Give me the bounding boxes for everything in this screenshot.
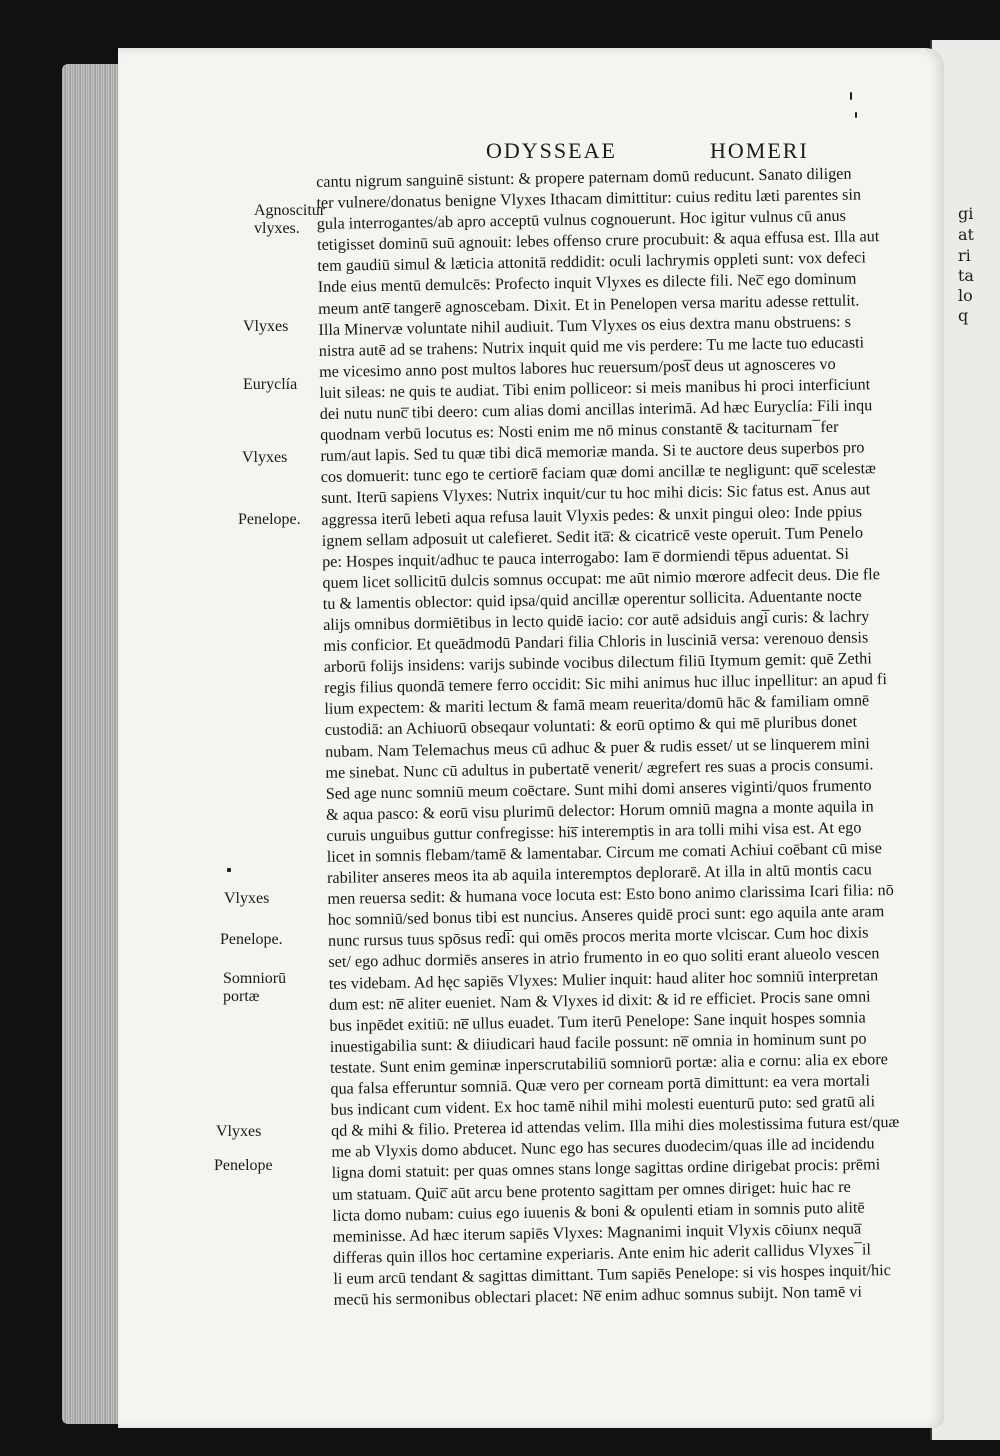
margin-note: Vlyxes xyxy=(243,318,289,335)
book-page-edges xyxy=(62,64,120,1424)
facing-page-text: at xyxy=(958,225,974,244)
text-line: & aqua pasco: & eorū visu plurimū delector: Horum omniū magna a monte aquila in xyxy=(325,797,874,824)
text-line: tetigisset dominū suū agnouit: lebes offenso crure procubuit: & aqua effusa est. Illa aut xyxy=(317,227,880,255)
text-line: licta domo nubam: cuius ego iuuenis & boni & opulenti etiam in somnis puto alitē xyxy=(332,1198,865,1225)
margin-note: Penelope. xyxy=(238,511,301,528)
text-line: lium expectem: & mariti lectum & famā meam reuerita/domū hāc & familiam omnē xyxy=(324,691,870,719)
text-line: regis filius quondā temere ferro occidit: Sic mihi animus huc illuc inpellitur: an apud fi xyxy=(323,670,888,698)
text-line: arborū folijs insidens: varijs subinde vocibus dilectum filiū Itymum gemit: quē Zethi xyxy=(323,649,872,677)
ink-speck xyxy=(227,868,231,872)
text-line: Sed age nunc somniū meum coēctare. Sunt mihi domi anseres viginti/quos frumento xyxy=(325,776,872,803)
text-line: inuestigabilia sunt: & diiudicari haud facile possunt: ne̅ omnia in hominum sunt po xyxy=(329,1029,867,1056)
facing-page-text: q xyxy=(958,306,969,325)
text-line: bus indicant cum vident. Ex hoc tamē nihil mihi molesti euenturū puto: sed gratū ali xyxy=(330,1092,876,1120)
text-line: li eum arcū tendant & sagittas dimittant. Tum sapiēs Penelope: si vis hospes inquit/hic xyxy=(333,1260,891,1288)
text-line: alijs omnibus dormiētibus in lecto quidē iacio: cor autē adsiduis angi̅ curis: & lachry xyxy=(322,607,870,634)
running-header-left: ODYSSEAE xyxy=(486,138,617,163)
text-line: cantu nigrum sanguinē sistunt: & propere paternam domū reducunt. Sanato diligen xyxy=(316,164,852,191)
text-line: gula interrogantes/ab apro acceptū vulnus cognouerunt. Hoc igitur vulnus cū anus xyxy=(316,206,847,234)
text-line: tes videbam. Ad hęc sapiēs Vlyxes: Mulier inquit: haud aliter hoc somniū interpretan xyxy=(328,965,879,993)
text-line: nubam. Nam Telemachus meus cū adhuc & puer & rudis esset/ ut se linquerem mini xyxy=(324,733,870,761)
text-line: ignem sellam adposuit ut calefieret. Sedit ita̅: & cicatricē veste operuit. Tum Penelo xyxy=(321,523,864,550)
margin-note: Vlyxes xyxy=(216,1123,262,1140)
margin-note: Vlyxes xyxy=(224,890,270,907)
text-line: licet in somnis flebam/tamē & lamentabar. Circum me comati Achiui coēbant cū mise xyxy=(326,839,883,866)
running-header-right: HOMERI xyxy=(710,138,809,163)
margin-note: Somniorū portæ xyxy=(223,970,287,1005)
text-line: me vicesimo anno post multos labores huc reuersum/post̅ deus ut agnosceres vo xyxy=(318,354,836,381)
body-text xyxy=(316,162,959,1311)
text-line: Inde eius mentū demulcēs: Profecto inquit Vlyxes es dilecte fili. Nec̅ ego dominum xyxy=(317,269,857,297)
text-line: sunt. Iterū sapiens Vlyxes: Nutrix inquit/cur tu hoc mihi dicis: Sic fatus est. Anus aut xyxy=(320,480,871,508)
facing-page-text: ri xyxy=(958,246,971,265)
text-line: ter vulnere/donatus benigne Vlyxes Ithacam dimittitur: cuius reditu læti parentes sin xyxy=(316,185,862,213)
text-line: me sinebat. Nunc cū adultus in pubertatē venerit/ ægrefert res suas a procis consumi. xyxy=(325,754,874,782)
text-line: mecū his sermonibus oblectari placet: Ne̅ enim adhuc somnus subijt. Non tamē vi xyxy=(333,1282,863,1309)
text-line: quodnam verbū locutus es: Nosti enim me nō minus constantē & taciturnam ̅ fer xyxy=(319,417,839,445)
margin-note: Vlyxes xyxy=(242,449,288,466)
margin-note: Penelope. xyxy=(220,931,283,948)
text-line: qua falsa efferuntur somniā. Quæ vero per corneam portā dimittunt: ea vera mortali xyxy=(330,1071,871,1098)
text-line: custodiā: an Achiuorū obseqaur voluntati: & eorū optimo & qui mē pluribus donet xyxy=(324,713,858,740)
text-line: set/ ego adhuc dormiēs anseres in atrio frumento in eo quo soliti erant alueolo vescen xyxy=(328,944,880,972)
text-line: rabiliter anseres meos ita ab aquila interemptos deplorarē. At illa in altū montis cacu xyxy=(326,860,872,888)
text-line: differas quin illos hoc certamine experiaris. Ante enim hic aderit callidus Vlyxes ̅ il xyxy=(332,1240,872,1267)
ink-speck xyxy=(855,112,857,118)
text-line: Illa Minervæ voluntate nihil audiuit. Tum Vlyxes os eius dextra manu obstruens: s xyxy=(318,312,852,339)
text-line: qd & mihi & filio. Preterea id attendas velim. Illa mihi dies molestissima futura est/quæ xyxy=(330,1113,900,1141)
text-line: testate. Sunt enim geminæ inperscrutabiliū somniorū portæ: alia e cornu: alia ex ebore xyxy=(329,1050,889,1077)
text-line: aggressa iterū lebeti aqua refusa lauit Vlyxis pedes: & unxit pingui oleo: Inde ppius xyxy=(321,501,863,529)
text-line: bus inpēdet exitiū: ne̅ ullus euadet. Tum iterū Penelope: Sane inquit hospes somnia xyxy=(329,1008,866,1035)
text-line: pe: Hospes inquit/adhuc te pauca interrogabo: Iam e̅ dormiendi tēpus aduentat. Si xyxy=(321,544,850,571)
text-line: hoc somniū/sed bonus tibi est nuncius. Anseres quidē proci sunt: ego aquila ante aram xyxy=(327,902,885,930)
facing-page-text: gi xyxy=(958,204,974,223)
text-line: tem gaudiū simul & læticia attonitā reddidit: oculi lachrymis oppleti sunt: vox defeci xyxy=(317,248,867,276)
text-line: cos domuerit: tunc ego te certiorē faciam quæ domi ancillæ te negligunt: que̅ scelestæ xyxy=(320,459,877,487)
margin-note: Agnoscitur vlyxes. xyxy=(254,202,326,237)
ink-speck xyxy=(850,92,852,100)
text-line: dum est: ne̅ aliter eueniet. Nam & Vlyxes id dixit: & id re efficiet. Procis sane omni xyxy=(328,987,871,1014)
text-line: nistra autē ad se trahens: Nutrix inquit quid me vis perdere: Tu me lacte tuo educasti xyxy=(318,333,865,360)
text-line: um statuam. Quic̅ aūt arcu bene protento sagittam per omnes diriget: huic hac re xyxy=(331,1177,851,1204)
facing-page-text: lo xyxy=(958,286,973,305)
margin-note: Penelope xyxy=(214,1157,273,1174)
text-line: luit sileas: ne quis te audiat. Tibi enim polliceor: si meis manibus hi proci interficiunt xyxy=(319,375,871,402)
facing-page-text: ta xyxy=(958,266,974,285)
text-line: mis conficior. Et queādmodū Pandari filia Chloris in lusciniā versa: verenouo densis xyxy=(323,628,869,656)
text-line: men reuersa sedit: & humana voce locuta est: Esto bono animo clarissima Icari filia: nō xyxy=(327,881,894,909)
text-line: meminisse. Ad hæc iterum sapiēs Vlyxes: Magnanimi inquit Vlyxis cōiunx nequa̅ xyxy=(332,1219,862,1246)
margin-note: Euryclía xyxy=(243,376,298,393)
text-line: tu & lamentis oblector: quid ipsa/quid ancillæ operentur sollicita. Aduentante nocte xyxy=(322,586,862,613)
text-line: nunc rursus tuus spōsus redi̅: qui omēs procos merita morte vlciscar. Cum hoc dixis xyxy=(327,923,869,951)
text-line: quem licet sollicitū dulcis somnus occupat: me aūt nimio mœrore adfecit deus. Die fle xyxy=(322,564,880,592)
text-line: rum/aut lapis. Sed tu quæ tibi dicā memoriæ manda. Si te auctore deus superbos pro xyxy=(320,438,865,466)
text-line: curuis unguibus guttur confregisse: his̅ interemptis in ara tolli mihi visa est. At ego xyxy=(326,818,862,845)
text-line: me ab Vlyxis domo abducet. Nunc ego has secures duodecim/quas ille ad incidendu xyxy=(331,1134,875,1162)
text-line: meum ante̅ tangerē agnoscebam. Dixit. Et in Penelopen versa maritu adesse rettulit. xyxy=(318,291,860,318)
text-line: ligna domi statuit: per quas omnes stans longe sagittas ordine dirigebat procis: prēmi xyxy=(331,1155,881,1183)
text-line: dei nutu nunc̅ tibi deero: cum alias domi ancillas interimā. Ad hæc Euryclía: Fili inqu xyxy=(319,396,873,424)
